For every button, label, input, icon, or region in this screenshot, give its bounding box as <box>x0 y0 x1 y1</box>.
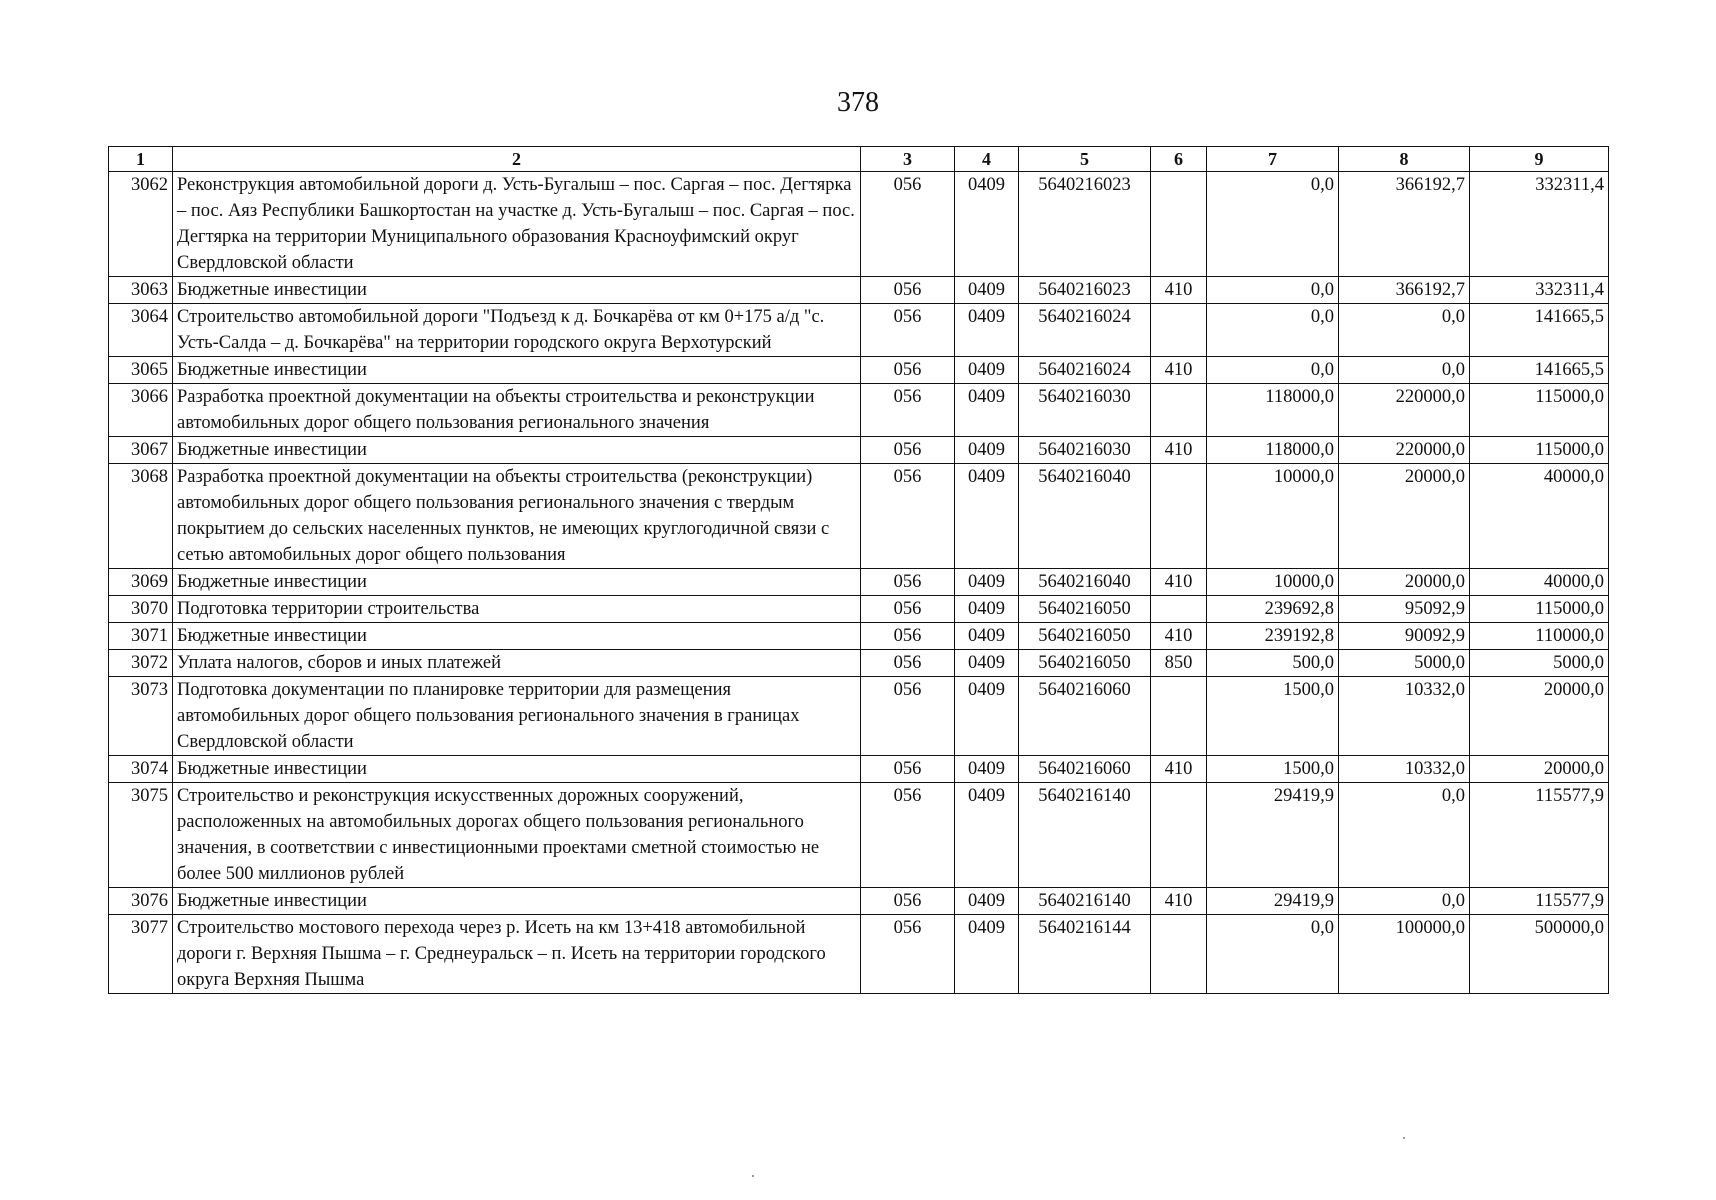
code-type <box>1151 677 1207 756</box>
code-ministry: 056 <box>861 464 955 569</box>
amount-col7: 118000,0 <box>1207 437 1339 464</box>
code-section: 0409 <box>955 623 1019 650</box>
amount-col8: 0,0 <box>1339 357 1470 384</box>
column-header: 3 <box>861 147 955 172</box>
code-ministry: 056 <box>861 596 955 623</box>
code-ministry: 056 <box>861 172 955 277</box>
amount-col7: 500,0 <box>1207 650 1339 677</box>
code-section: 0409 <box>955 783 1019 888</box>
code-type: 410 <box>1151 357 1207 384</box>
code-ministry: 056 <box>861 384 955 437</box>
code-target: 5640216024 <box>1019 304 1151 357</box>
page-number: 378 <box>837 87 879 118</box>
table-row <box>109 464 1609 569</box>
amount-col9: 115577,9 <box>1470 888 1609 915</box>
amount-col9: 40000,0 <box>1470 569 1609 596</box>
code-type: 410 <box>1151 437 1207 464</box>
amount-col8: 10332,0 <box>1339 677 1470 756</box>
code-type <box>1151 596 1207 623</box>
table-row <box>109 277 1609 304</box>
code-section: 0409 <box>955 277 1019 304</box>
row-number: 3071 <box>109 623 173 650</box>
amount-col8: 220000,0 <box>1339 437 1470 464</box>
amount-col8: 95092,9 <box>1339 596 1470 623</box>
amount-col9: 332311,4 <box>1470 172 1609 277</box>
column-header: 4 <box>955 147 1019 172</box>
table-body <box>109 172 1609 994</box>
amount-col9: 40000,0 <box>1470 464 1609 569</box>
amount-col7: 0,0 <box>1207 357 1339 384</box>
code-ministry: 056 <box>861 623 955 650</box>
code-ministry: 056 <box>861 304 955 357</box>
scan-speck <box>752 1175 754 1177</box>
table-row <box>109 756 1609 783</box>
amount-col8: 366192,7 <box>1339 277 1470 304</box>
row-number: 3073 <box>109 677 173 756</box>
table-row <box>109 650 1609 677</box>
code-ministry: 056 <box>861 277 955 304</box>
row-number: 3075 <box>109 783 173 888</box>
code-section: 0409 <box>955 596 1019 623</box>
amount-col7: 239692,8 <box>1207 596 1339 623</box>
code-section: 0409 <box>955 915 1019 994</box>
code-section: 0409 <box>955 756 1019 783</box>
row-number: 3063 <box>109 277 173 304</box>
code-section: 0409 <box>955 172 1019 277</box>
row-name: Строительство и реконструкция искусственных дорожных сооружений, расположенных на автомобильных дорогах общего пользования регионального значения, в соответствии с инвестиционными проектами сметной стоимостью не более 500 миллионов рублей <box>173 783 861 888</box>
table-row <box>109 596 1609 623</box>
code-target: 5640216140 <box>1019 888 1151 915</box>
amount-col9: 110000,0 <box>1470 623 1609 650</box>
row-name: Подготовка территории строительства <box>173 596 861 623</box>
code-type <box>1151 384 1207 437</box>
amount-col9: 115000,0 <box>1470 437 1609 464</box>
amount-col7: 0,0 <box>1207 915 1339 994</box>
table-row <box>109 915 1609 994</box>
amount-col8: 0,0 <box>1339 783 1470 888</box>
row-number: 3077 <box>109 915 173 994</box>
row-number: 3064 <box>109 304 173 357</box>
table-row <box>109 437 1609 464</box>
code-type: 410 <box>1151 569 1207 596</box>
code-type <box>1151 464 1207 569</box>
code-type: 850 <box>1151 650 1207 677</box>
amount-col8: 0,0 <box>1339 888 1470 915</box>
row-name: Бюджетные инвестиции <box>173 569 861 596</box>
code-section: 0409 <box>955 677 1019 756</box>
amount-col9: 141665,5 <box>1470 357 1609 384</box>
amount-col9: 115577,9 <box>1470 783 1609 888</box>
row-name: Бюджетные инвестиции <box>173 277 861 304</box>
code-target: 5640216023 <box>1019 172 1151 277</box>
code-type <box>1151 304 1207 357</box>
code-section: 0409 <box>955 569 1019 596</box>
code-target: 5640216024 <box>1019 357 1151 384</box>
row-number: 3072 <box>109 650 173 677</box>
row-name: Подготовка документации по планировке территории для размещения автомобильных дорог общего пользования регионального значения в границах Свердловской области <box>173 677 861 756</box>
code-section: 0409 <box>955 357 1019 384</box>
column-header: 8 <box>1339 147 1470 172</box>
code-target: 5640216030 <box>1019 384 1151 437</box>
code-type: 410 <box>1151 623 1207 650</box>
amount-col7: 10000,0 <box>1207 464 1339 569</box>
table-row <box>109 357 1609 384</box>
code-target: 5640216050 <box>1019 623 1151 650</box>
code-target: 5640216144 <box>1019 915 1151 994</box>
row-name: Разработка проектной документации на объекты строительства и реконструкции автомобильных дорог общего пользования регионального значения <box>173 384 861 437</box>
amount-col7: 1500,0 <box>1207 677 1339 756</box>
code-target: 5640216060 <box>1019 756 1151 783</box>
amount-col7: 239192,8 <box>1207 623 1339 650</box>
code-section: 0409 <box>955 464 1019 569</box>
row-number: 3069 <box>109 569 173 596</box>
code-type: 410 <box>1151 277 1207 304</box>
row-name: Бюджетные инвестиции <box>173 756 861 783</box>
amount-col7: 29419,9 <box>1207 888 1339 915</box>
code-target: 5640216140 <box>1019 783 1151 888</box>
amount-col7: 29419,9 <box>1207 783 1339 888</box>
code-target: 5640216023 <box>1019 277 1151 304</box>
code-ministry: 056 <box>861 437 955 464</box>
code-section: 0409 <box>955 650 1019 677</box>
row-number: 3070 <box>109 596 173 623</box>
table-row <box>109 569 1609 596</box>
amount-col8: 0,0 <box>1339 304 1470 357</box>
amount-col8: 20000,0 <box>1339 464 1470 569</box>
amount-col8: 20000,0 <box>1339 569 1470 596</box>
amount-col9: 115000,0 <box>1470 596 1609 623</box>
code-type: 410 <box>1151 888 1207 915</box>
table-row <box>109 677 1609 756</box>
row-name: Бюджетные инвестиции <box>173 357 861 384</box>
amount-col9: 500000,0 <box>1470 915 1609 994</box>
amount-col7: 0,0 <box>1207 277 1339 304</box>
code-target: 5640216050 <box>1019 650 1151 677</box>
amount-col9: 20000,0 <box>1470 677 1609 756</box>
code-section: 0409 <box>955 384 1019 437</box>
amount-col9: 5000,0 <box>1470 650 1609 677</box>
table-row <box>109 623 1609 650</box>
amount-col8: 90092,9 <box>1339 623 1470 650</box>
amount-col8: 366192,7 <box>1339 172 1470 277</box>
amount-col8: 5000,0 <box>1339 650 1470 677</box>
code-ministry: 056 <box>861 357 955 384</box>
code-ministry: 056 <box>861 677 955 756</box>
amount-col9: 115000,0 <box>1470 384 1609 437</box>
row-name: Строительство автомобильной дороги "Подъезд к д. Бочкарёва от км 0+175 а/д "с. Усть-Салда – д. Бочкарёва" на территории городского округа Верхотурский <box>173 304 861 357</box>
column-header: 6 <box>1151 147 1207 172</box>
row-name: Уплата налогов, сборов и иных платежей <box>173 650 861 677</box>
table-row <box>109 172 1609 277</box>
amount-col8: 10332,0 <box>1339 756 1470 783</box>
row-number: 3062 <box>109 172 173 277</box>
amount-col7: 1500,0 <box>1207 756 1339 783</box>
row-number: 3074 <box>109 756 173 783</box>
code-target: 5640216040 <box>1019 569 1151 596</box>
code-target: 5640216060 <box>1019 677 1151 756</box>
code-ministry: 056 <box>861 915 955 994</box>
table-row <box>109 384 1609 437</box>
code-type: 410 <box>1151 756 1207 783</box>
code-ministry: 056 <box>861 569 955 596</box>
budget-table <box>108 146 1609 994</box>
amount-col7: 10000,0 <box>1207 569 1339 596</box>
code-ministry: 056 <box>861 888 955 915</box>
column-header: 2 <box>173 147 861 172</box>
row-number: 3065 <box>109 357 173 384</box>
row-name: Бюджетные инвестиции <box>173 888 861 915</box>
amount-col8: 100000,0 <box>1339 915 1470 994</box>
code-ministry: 056 <box>861 783 955 888</box>
amount-col7: 118000,0 <box>1207 384 1339 437</box>
code-ministry: 056 <box>861 650 955 677</box>
code-target: 5640216040 <box>1019 464 1151 569</box>
amount-col9: 332311,4 <box>1470 277 1609 304</box>
code-target: 5640216050 <box>1019 596 1151 623</box>
code-target: 5640216030 <box>1019 437 1151 464</box>
row-name: Бюджетные инвестиции <box>173 623 861 650</box>
table-row <box>109 304 1609 357</box>
amount-col7: 0,0 <box>1207 172 1339 277</box>
row-number: 3076 <box>109 888 173 915</box>
row-number: 3067 <box>109 437 173 464</box>
code-section: 0409 <box>955 888 1019 915</box>
row-name: Строительство мостового перехода через р. Исеть на км 13+418 автомобильной дороги г. Верхняя Пышма – г. Среднеуральск – п. Исеть на территории городского округа Верхняя Пышма <box>173 915 861 994</box>
amount-col8: 220000,0 <box>1339 384 1470 437</box>
amount-col9: 20000,0 <box>1470 756 1609 783</box>
row-number: 3068 <box>109 464 173 569</box>
amount-col7: 0,0 <box>1207 304 1339 357</box>
table-row <box>109 783 1609 888</box>
code-section: 0409 <box>955 437 1019 464</box>
row-name: Бюджетные инвестиции <box>173 437 861 464</box>
code-type <box>1151 172 1207 277</box>
code-ministry: 056 <box>861 756 955 783</box>
column-header: 9 <box>1470 147 1609 172</box>
table-row <box>109 888 1609 915</box>
row-number: 3066 <box>109 384 173 437</box>
code-section: 0409 <box>955 304 1019 357</box>
header-row <box>109 147 1609 172</box>
row-name: Реконструкция автомобильной дороги д. Усть-Бугалыш – пос. Саргая – пос. Дегтярка – пос. Аяз Республики Башкортостан на участке д. Усть-Бугалыш – пос. Саргая – пос. Дегтярка на территории Муниципального образования Красноуфимский округ Свердловской области <box>173 172 861 277</box>
column-header: 1 <box>109 147 173 172</box>
code-type <box>1151 915 1207 994</box>
column-header: 5 <box>1019 147 1151 172</box>
scan-speck <box>1403 1137 1405 1139</box>
code-type <box>1151 783 1207 888</box>
amount-col9: 141665,5 <box>1470 304 1609 357</box>
column-header: 7 <box>1207 147 1339 172</box>
row-name: Разработка проектной документации на объекты строительства (реконструкции) автомобильных дорог общего пользования регионального значения с твердым покрытием до сельских населенных пунктов, не имеющих круглогодичной связи с сетью автомобильных дорог общего пользования <box>173 464 861 569</box>
